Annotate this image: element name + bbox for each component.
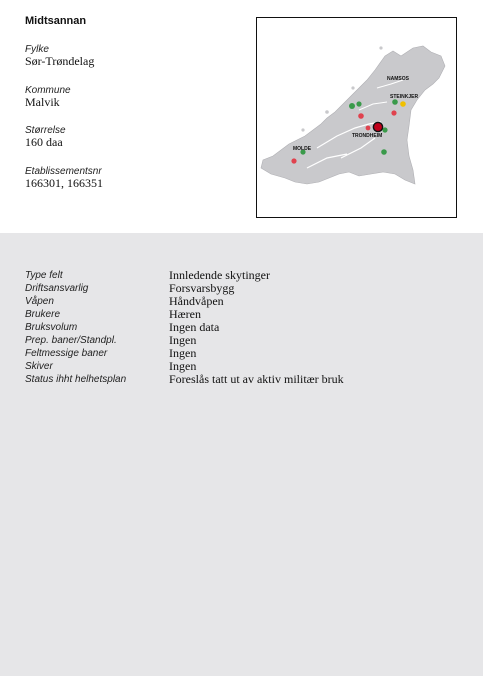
details-row: [25, 269, 465, 282]
details-value: Innledende skytinger: [169, 268, 270, 282]
details-value: Ingen: [169, 346, 197, 360]
details-value: Hæren: [169, 307, 201, 321]
map-marker: [291, 158, 296, 163]
field-storrelse: [25, 125, 66, 148]
details-key: Status ihht helhetsplan: [25, 374, 127, 385]
map-land: [261, 46, 445, 184]
map-marker: [358, 113, 364, 119]
map-marker: [381, 149, 387, 155]
map-island: [351, 86, 354, 89]
details-table: [25, 269, 465, 386]
map-marker: [356, 101, 361, 106]
map-marker: [392, 99, 398, 105]
location-map: [256, 17, 457, 218]
map-island: [325, 110, 329, 114]
details-row: [25, 282, 465, 295]
map-label-molde: MOLDE: [293, 146, 312, 152]
details-value: Håndvåpen: [169, 294, 224, 308]
details-key: Bruksvolum: [25, 322, 78, 333]
field-value: Sør-Trøndelag: [25, 54, 95, 68]
map-island: [265, 162, 269, 166]
map-marker: [400, 101, 406, 107]
selected-location-marker: [373, 122, 382, 131]
field-etablissementsnr: [25, 166, 103, 189]
details-row: [25, 295, 465, 308]
details-key: Driftsansvarlig: [25, 283, 89, 294]
details-row: [25, 347, 465, 360]
details-value: Foreslås tatt ut av aktiv militær bruk: [169, 372, 344, 386]
details-row: [25, 334, 465, 347]
map-marker: [382, 127, 387, 132]
details-key: Skiver: [25, 361, 53, 372]
field-label: Størrelse: [25, 125, 66, 136]
map-island: [301, 128, 304, 131]
field-kommune: [25, 85, 71, 108]
details-key: Prep. baner/Standpl.: [25, 335, 117, 346]
field-value: Malvik: [25, 95, 60, 109]
field-label: Kommune: [25, 85, 71, 96]
field-fylke: [25, 44, 94, 67]
map-marker: [366, 126, 371, 131]
map-label-trondheim: TRONDHEIM: [352, 133, 383, 139]
header-section: [0, 0, 483, 233]
field-label: Etablissementsnr: [25, 166, 102, 177]
details-key: Brukere: [25, 309, 61, 320]
page-title: Midtsannan: [25, 15, 87, 27]
details-value: Ingen: [169, 359, 197, 373]
field-value: 166301, 166351: [25, 176, 103, 190]
details-row: [25, 373, 465, 386]
field-value: 160 daa: [25, 135, 63, 149]
details-key: Våpen: [25, 296, 54, 307]
map-island: [379, 46, 382, 49]
details-value: Forsvarsbygg: [169, 281, 235, 295]
details-key: Type felt: [25, 270, 63, 281]
map-svg: [257, 18, 456, 217]
map-marker: [391, 110, 396, 115]
details-value: Ingen data: [169, 320, 220, 334]
map-island: [275, 156, 278, 159]
details-value: Ingen: [169, 333, 197, 347]
field-label: Fylke: [25, 44, 49, 55]
details-row: [25, 321, 465, 334]
details-key: Feltmessige baner: [25, 348, 108, 359]
map-label-steinkjer: STEINKJER: [390, 94, 419, 100]
map-marker: [349, 103, 355, 109]
details-row: [25, 308, 465, 321]
map-label-namsos: NAMSOS: [387, 76, 409, 82]
